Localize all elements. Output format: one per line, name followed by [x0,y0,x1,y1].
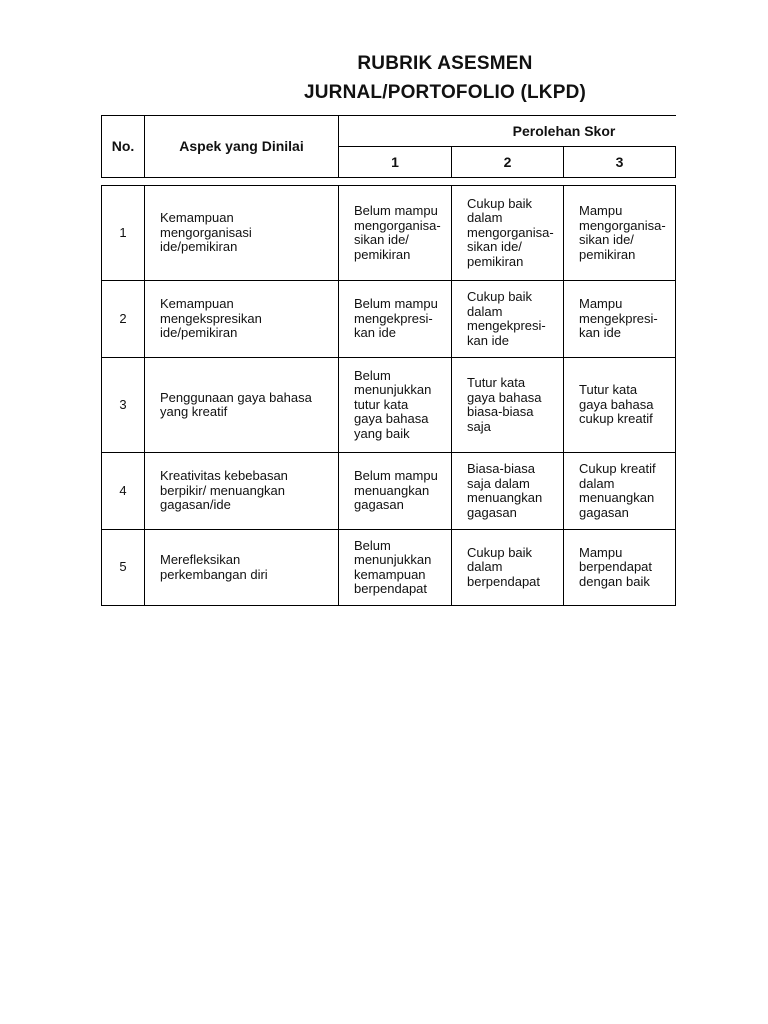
score-3-criteria: Cukup kreatif dalam menuangkan gagasan [579,461,656,520]
header-aspect: Aspek yang Dinilai [179,138,304,155]
header-score-3: 3 [615,153,624,170]
row-aspect: Penggunaan gaya bahasa yang kreatif [160,389,312,419]
header-score-1: 1 [391,153,399,170]
score-3-criteria: Mampu mengorganisa- sikan ide/ pemikiran [579,203,666,262]
row-aspect: Kemampuan mengekspresikan ide/pemikiran [160,296,262,341]
score-2-criteria: Biasa-biasa saja dalam menuangkan gagasan [467,461,543,520]
score-2-criteria: Cukup baik dalam mengorganisa- sikan ide/ pemikiran [467,195,554,269]
header-score-group: Perolehan Skor [512,122,616,139]
column-divider [451,185,452,606]
page-title: RUBRIK ASESMEN [357,53,533,74]
score-3-criteria: Mampu berpendapat dengan baik [579,544,653,589]
score-1-criteria: Belum menunjukkan kemampuan berpendapat [354,537,432,596]
score-1-criteria: Belum mampu mengorganisa- sikan ide/ pemikiran [354,203,441,262]
row-number: 1 [119,224,127,240]
row-number: 2 [119,310,127,326]
score-1-criteria: Belum mampu mengekpresi- kan ide [354,296,438,341]
score-1-criteria: Belum menunjukkan tutur kata gaya bahasa yang baik [354,367,432,441]
score-2-criteria: Cukup baik dalam mengekpresi- kan ide [467,289,546,348]
score-3-criteria: Tutur kata gaya bahasa cukup kreatif [579,382,654,427]
column-divider [338,185,339,606]
row-number: 4 [119,482,127,498]
row-number: 3 [119,396,127,412]
row-number: 5 [119,559,127,575]
column-divider [144,185,145,606]
score-2-criteria: Cukup baik dalam berpendapat [467,544,541,589]
score-2-criteria: Tutur kata gaya bahasa biasa-biasa saja [467,375,542,434]
header-score-2: 2 [503,153,512,170]
row-aspect: Merefleksikan perkembangan diri [160,552,268,582]
row-aspect: Kemampuan mengorganisasi ide/pemikiran [160,210,252,255]
header-right-border [675,146,676,178]
header-bottom-border [101,177,676,178]
header-no: No. [111,138,135,155]
score-1-criteria: Belum mampu menuangkan gagasan [354,468,438,513]
page-subtitle: JURNAL/PORTOFOLIO (LKPD) [303,82,587,103]
column-divider [563,185,564,606]
score-3-criteria: Mampu mengekpresi- kan ide [579,296,658,341]
row-aspect: Kreativitas kebebasan berpikir/ menuangkan gagasan/ide [160,468,288,513]
